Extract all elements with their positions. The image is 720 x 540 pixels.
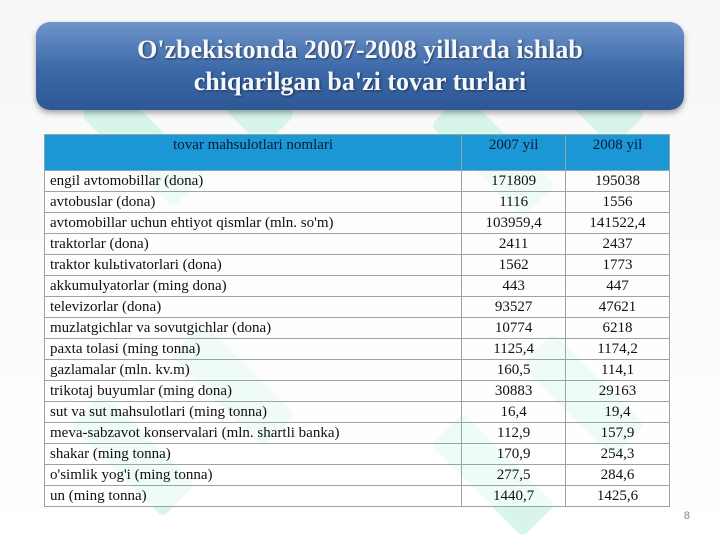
product-name-cell: un (ming tonna) <box>45 486 462 507</box>
value-2007-cell: 1440,7 <box>462 486 566 507</box>
table-row <box>45 213 670 234</box>
table-row <box>45 381 670 402</box>
value-2007-cell: 30883 <box>462 381 566 402</box>
title-banner <box>36 22 684 110</box>
value-2008-cell: 254,3 <box>566 444 670 465</box>
value-2007-cell: 277,5 <box>462 465 566 486</box>
product-name-cell: televizorlar (dona) <box>45 297 462 318</box>
slide-title: O'zbekistonda 2007-2008 yillarda ishlab chiqarilgan ba'zi tovar turlari <box>137 35 583 96</box>
value-2008-cell: 2437 <box>566 234 670 255</box>
product-name-cell: avtobuslar (dona) <box>45 192 462 213</box>
value-2007-cell: 112,9 <box>462 423 566 444</box>
product-name-cell: traktorlar (dona) <box>45 234 462 255</box>
value-2007-cell: 103959,4 <box>462 213 566 234</box>
product-name-cell: paxta tolasi (ming tonna) <box>45 339 462 360</box>
table-header-row <box>45 135 670 171</box>
value-2007-cell: 443 <box>462 276 566 297</box>
value-2008-cell: 1556 <box>566 192 670 213</box>
value-2008-cell: 157,9 <box>566 423 670 444</box>
column-header-product: tovar mahsulotlari nomlari <box>45 135 462 171</box>
value-2008-cell: 284,6 <box>566 465 670 486</box>
product-name-cell: sut va sut mahsulotlari (ming tonna) <box>45 402 462 423</box>
value-2008-cell: 1773 <box>566 255 670 276</box>
column-header-2008: 2008 yil <box>566 135 670 171</box>
value-2007-cell: 93527 <box>462 297 566 318</box>
value-2008-cell: 195038 <box>566 171 670 192</box>
value-2007-cell: 160,5 <box>462 360 566 381</box>
product-name-cell: shakar (ming tonna) <box>45 444 462 465</box>
table-row <box>45 423 670 444</box>
product-name-cell: muzlatgichlar va sovutgichlar (dona) <box>45 318 462 339</box>
table-row <box>45 486 670 507</box>
value-2007-cell: 16,4 <box>462 402 566 423</box>
value-2008-cell: 447 <box>566 276 670 297</box>
product-name-cell: gazlamalar (mln. kv.m) <box>45 360 462 381</box>
value-2007-cell: 1116 <box>462 192 566 213</box>
product-name-cell: engil avtomobillar (dona) <box>45 171 462 192</box>
table-row <box>45 318 670 339</box>
table-row <box>45 192 670 213</box>
column-header-2007: 2007 yil <box>462 135 566 171</box>
value-2008-cell: 114,1 <box>566 360 670 381</box>
table-body <box>45 171 670 507</box>
product-name-cell: avtomobillar uchun ehtiyot qismlar (mln. so'm) <box>45 213 462 234</box>
value-2007-cell: 1562 <box>462 255 566 276</box>
value-2008-cell: 19,4 <box>566 402 670 423</box>
table-row <box>45 171 670 192</box>
value-2007-cell: 1125,4 <box>462 339 566 360</box>
product-name-cell: o'simlik yog'i (ming tonna) <box>45 465 462 486</box>
table-row <box>45 297 670 318</box>
table-row <box>45 234 670 255</box>
table-row <box>45 255 670 276</box>
product-name-cell: trikotaj buyumlar (ming dona) <box>45 381 462 402</box>
value-2008-cell: 1425,6 <box>566 486 670 507</box>
value-2007-cell: 10774 <box>462 318 566 339</box>
value-2008-cell: 6218 <box>566 318 670 339</box>
page-number: 8 <box>683 510 690 522</box>
table-row <box>45 276 670 297</box>
value-2007-cell: 170,9 <box>462 444 566 465</box>
product-name-cell: akkumulyatorlar (ming dona) <box>45 276 462 297</box>
product-name-cell: traktor kulьtivatorlari (dona) <box>45 255 462 276</box>
product-name-cell: meva-sabzavot konservalari (mln. shartli banka) <box>45 423 462 444</box>
table-row <box>45 339 670 360</box>
table-row <box>45 465 670 486</box>
value-2008-cell: 29163 <box>566 381 670 402</box>
value-2007-cell: 171809 <box>462 171 566 192</box>
value-2008-cell: 47621 <box>566 297 670 318</box>
value-2007-cell: 2411 <box>462 234 566 255</box>
production-table <box>44 134 670 507</box>
table-row <box>45 402 670 423</box>
table-row <box>45 444 670 465</box>
value-2008-cell: 141522,4 <box>566 213 670 234</box>
table-row <box>45 360 670 381</box>
value-2008-cell: 1174,2 <box>566 339 670 360</box>
